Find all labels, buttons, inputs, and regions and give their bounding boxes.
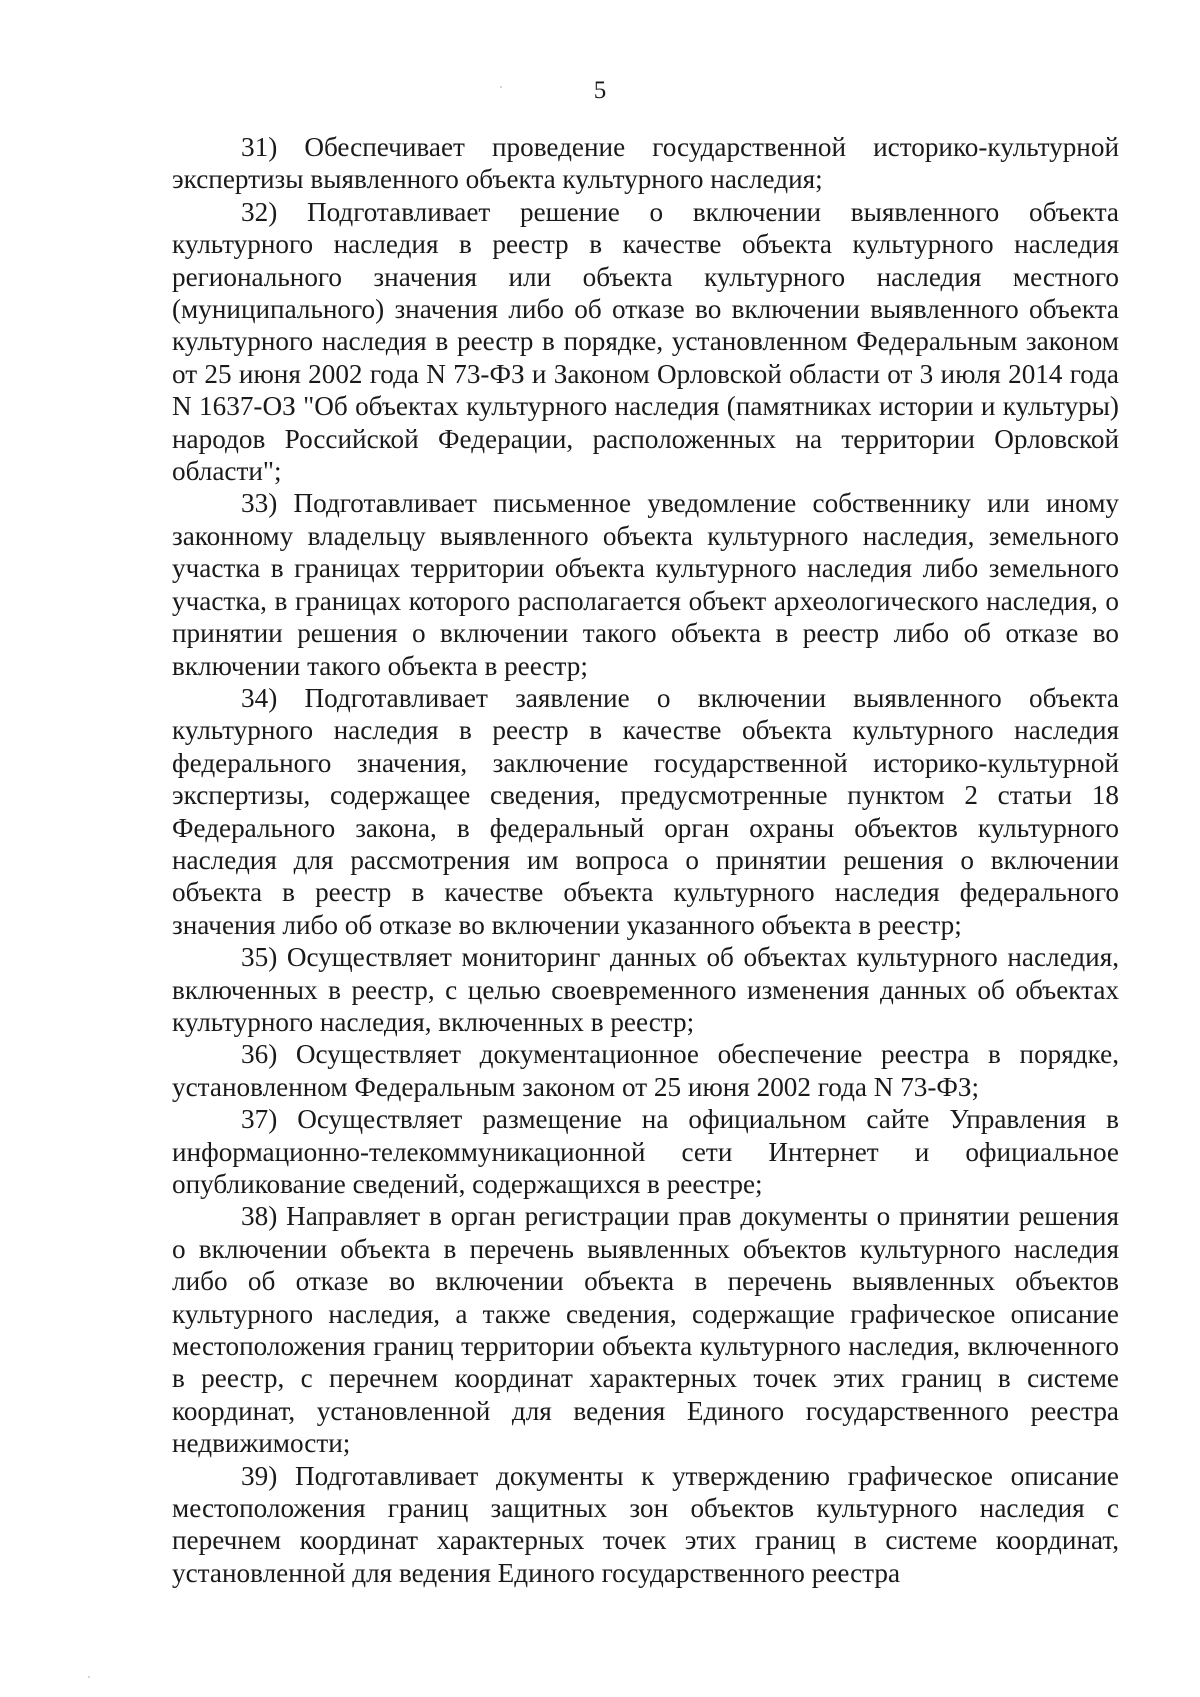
paragraph-34: 34) Подготавливает заявление о включении выявленного объекта культурного наследия в реестр в качестве объекта культурного наследия федерального значения, заключение государственной историко-культурной экспертизы, содержащее сведения, предусмотренные пунктом 2 статьи 18 Федерального закона, в федеральный орган охраны объектов культурного наследия для рассмотрения им вопроса о принятии решения о включении объекта в реестр в качестве объекта культурного наследия федерального значения либо об отказе во включении указанного объекта в реестр;	[172, 682, 1119, 940]
scan-speck	[88, 1676, 90, 1678]
scan-speck	[500, 86, 502, 88]
page-number: 5	[593, 77, 607, 104]
paragraph-39: 39) Подготавливает документы к утверждению графическое описание местоположения границ защитных зон объектов культурного наследия с перечнем координат характерных точек этих границ в системе координат, установленной для ведения Единого государственного реестра	[172, 1460, 1119, 1588]
paragraph-32: 32) Подготавливает решение о включении выявленного объекта культурного наследия в реестр в качестве объекта культурного наследия регионального значения или объекта культурного наследия местного (муниципального) значения либо об отказе во включении выявленного объекта культурного наследия в реестр в порядке, установленном Федеральным законом от 25 июня 2002 года N 73-ФЗ и Законом Орловской области от 3 июля 2014 года N 1637-ОЗ "Об объектах культурного наследия (памятниках истории и культуры) народов Российской Федерации, расположенных на территории Орловской области";	[172, 196, 1119, 487]
paragraph-35: 35) Осуществляет мониторинг данных об объектах культурного наследия, включенных в реестр, с целью своевременного изменения данных об объектах культурного наследия, включенных в реестр;	[172, 942, 1119, 1037]
paragraph-37: 37) Осуществляет размещение на официальном сайте Управления в информационно-телекоммуникационной сети Интернет и официальное опубликование сведений, содержащихся в реестре;	[172, 1104, 1119, 1199]
paragraph-33: 33) Подготавливает письменное уведомление собственнику или иному законному владельцу выявленного объекта культурного наследия, земельного участка в границах территории объекта культурного наследия либо земельного участка, в границах которого располагается объект археологического наследия, о принятии решения о включении такого объекта в реестр либо об отказе во включении такого объекта в реестр;	[172, 488, 1119, 681]
paragraph-38: 38) Направляет в орган регистрации прав документы о принятии решения о включении объекта в перечень выявленных объектов культурного наследия либо об отказе во включении объекта в перечень выявленных объектов культурного наследия, а также сведения, содержащие графическое описание местоположения границ территории объекта культурного наследия, включенного в реестр, с перечнем координат характерных точек этих границ в системе координат, установленной для ведения Единого государственного реестра недвижимости;	[172, 1201, 1119, 1459]
paragraph-36: 36) Осуществляет документационное обеспечение реестра в порядке, установленном Федеральным законом от 25 июня 2002 года N 73-ФЗ;	[172, 1039, 1119, 1102]
paragraph-31: 31) Обеспечивает проведение государственной историко-культурной экспертизы выявленного объекта культурного наследия;	[172, 132, 1119, 195]
document-body	[172, 131, 1119, 1589]
